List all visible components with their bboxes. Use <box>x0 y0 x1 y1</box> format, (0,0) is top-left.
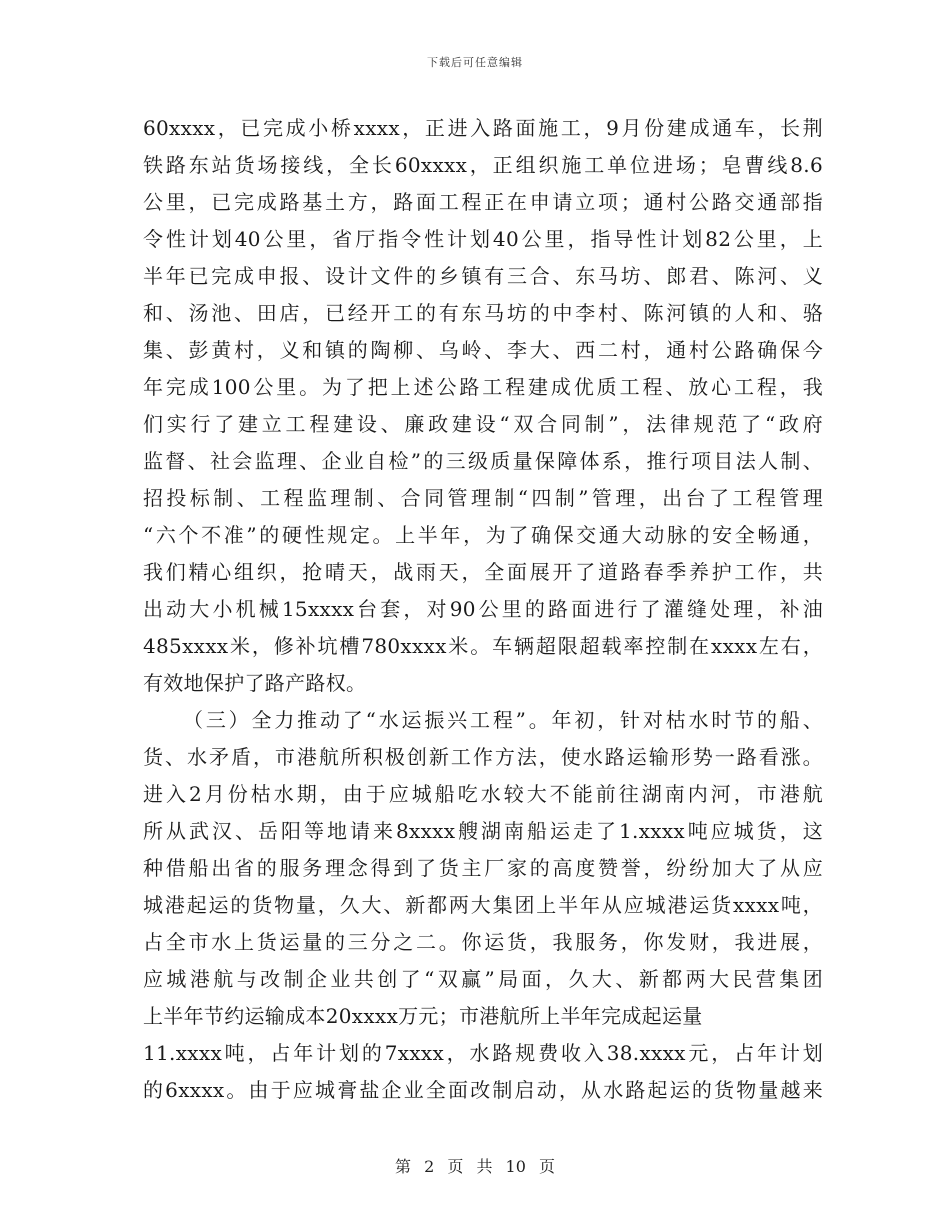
document-body <box>143 110 823 1109</box>
body-line-9: 们实行了建立工程建设、廉政建设“双合同制”，法律规范了“政府 <box>143 412 823 436</box>
body-line-4: 令性计划40公里，省厅指令性计划40公里，指导性计划82公里，上 <box>143 227 823 251</box>
page-number-footer: 第 2 页 共 10 页 <box>395 1157 555 1176</box>
body-line-17: （三）全力推动了“水运振兴工程”。年初，针对枯水时节的船、 <box>183 708 823 732</box>
body-line-8: 年完成100公里。为了把上述公路工程建成优质工程、放心工程，我 <box>143 375 823 399</box>
body-line-24: 应城港航与改制企业共创了“双赢”局面，久大、新都两大民营集团 <box>143 967 823 991</box>
body-line-23: 占全市水上货运量的三分之二。你运货，我服务，你发财，我进展， <box>143 930 823 954</box>
body-line-14: 出动大小机械15xxxx台套，对90公里的路面进行了灌缝处理，补油 <box>143 597 823 621</box>
body-line-22: 城港起运的货物量，久大、新都两大集团上半年从应城港运货xxxx吨， <box>143 893 823 917</box>
body-line-15: 485xxxx米，修补坑槽780xxxx米。车辆超限超载率控制在xxxx左右， <box>143 634 823 658</box>
body-line-25: 上半年节约运输成本20xxxx万元；市港航所上半年完成起运量 <box>143 1004 703 1028</box>
body-line-12: “六个不准”的硬性规定。上半年，为了确保交通大动脉的安全畅通， <box>143 523 823 547</box>
body-line-5: 半年已完成申报、设计文件的乡镇有三合、东马坊、郎君、陈河、义 <box>143 264 823 288</box>
page-header: 下载后可任意编辑 <box>427 56 523 69</box>
body-line-21: 种借船出省的服务理念得到了货主厂家的高度赞誉，纷纷加大了从应 <box>143 856 823 880</box>
body-line-10: 监督、社会监理、企业自检”的三级质量保障体系，推行项目法人制、 <box>143 449 823 473</box>
body-line-2: 铁路东站货场接线，全长60xxxx，正组织施工单位进场；皂曹线8.6 <box>143 153 823 177</box>
body-line-7: 集、彭黄村，义和镇的陶柳、乌岭、李大、西二村，通村公路确保今 <box>143 338 823 362</box>
body-line-27: 的6xxxx。由于应城膏盐企业全面改制启动，从水路起运的货物量越来 <box>143 1078 823 1102</box>
body-line-6: 和、汤池、田店，已经开工的有东马坊的中李村、陈河镇的人和、骆 <box>143 301 823 325</box>
body-line-3: 公里，已完成路基土方，路面工程正在申请立项；通村公路交通部指 <box>143 190 823 214</box>
body-line-18: 货、水矛盾，市港航所积极创新工作方法，使水路运输形势一路看涨。 <box>143 745 823 769</box>
body-line-20: 所从武汉、岳阳等地请来8xxxx艘湖南船运走了1.xxxx吨应城货，这 <box>143 819 823 843</box>
body-line-19: 进入2月份枯水期，由于应城船吃水较大不能前往湖南内河，市港航 <box>143 782 823 806</box>
body-line-26: 11.xxxx吨，占年计划的7xxxx，水路规费收入38.xxxx元，占年计划 <box>143 1041 823 1065</box>
body-line-13: 我们精心组织，抢晴天，战雨天，全面展开了道路春季养护工作，共 <box>143 560 823 584</box>
body-line-11: 招投标制、工程监理制、合同管理制“四制”管理，出台了工程管理 <box>143 486 823 510</box>
body-line-1: 60xxxx，已完成小桥xxxx，正进入路面施工，9月份建成通车，长荆 <box>143 116 823 140</box>
body-line-16: 有效地保护了路产路权。 <box>143 671 367 695</box>
